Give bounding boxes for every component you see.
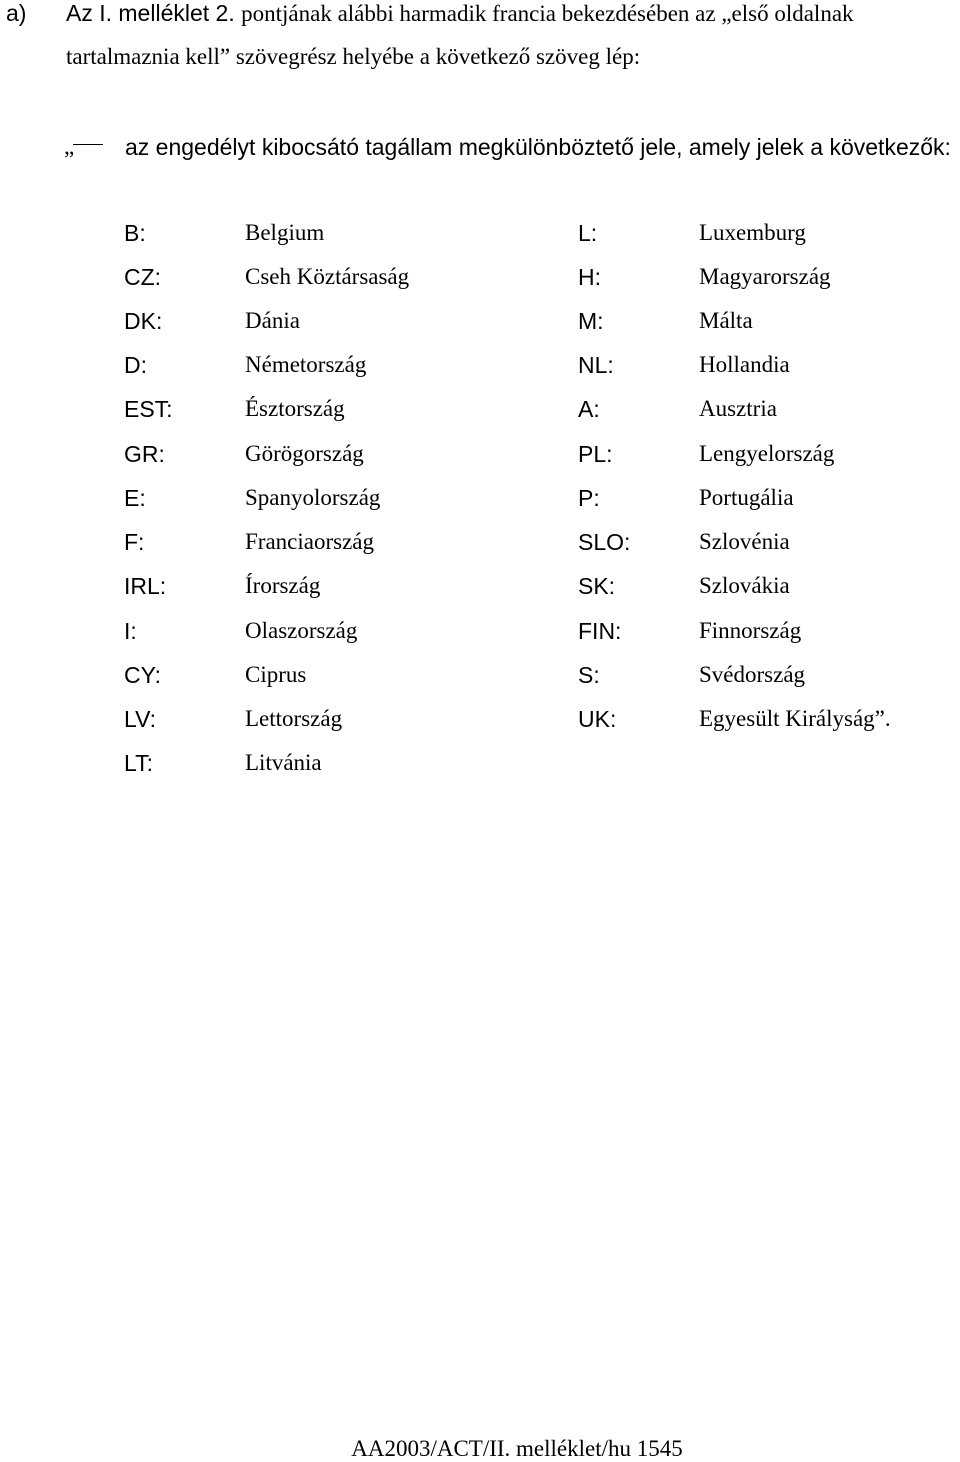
- intro-line-1-serif: pontjának alábbi harmadik francia bekezdésében az „első oldalnak: [241, 1, 854, 26]
- country-name: Cseh Köztársaság: [245, 264, 410, 289]
- country-name: Egyesült Királyság”.: [699, 706, 891, 731]
- country-name: Svédország: [699, 662, 806, 687]
- country-code: PL:: [578, 441, 613, 467]
- country-name: Luxemburg: [699, 220, 806, 245]
- table-row: [0, 308, 960, 338]
- country-name: Görögország: [245, 441, 364, 466]
- country-name: Olaszország: [245, 618, 358, 643]
- table-row: [0, 220, 960, 250]
- country-name: Spanyolország: [245, 485, 381, 510]
- country-code: S:: [578, 662, 600, 688]
- country-code: SK:: [578, 573, 616, 599]
- country-name: Írország: [245, 573, 321, 598]
- country-name: Ciprus: [245, 662, 307, 687]
- country-code: A:: [578, 396, 600, 422]
- country-name: Magyarország: [699, 264, 831, 289]
- intro-line-1-sans: Az I. melléklet 2.: [66, 0, 242, 26]
- country-code: DK:: [124, 308, 163, 334]
- table-row: [0, 441, 960, 471]
- country-code: SLO:: [578, 529, 631, 555]
- country-code: M:: [578, 308, 604, 334]
- country-code: NL:: [578, 352, 614, 378]
- em-dash-line: [73, 144, 103, 145]
- country-name: Franciaország: [245, 529, 374, 554]
- country-code: E:: [124, 485, 146, 511]
- country-name: Észtország: [245, 396, 345, 421]
- table-row: [0, 750, 960, 780]
- country-name: Ausztria: [699, 396, 777, 421]
- table-row: [0, 573, 960, 603]
- country-code: LT:: [124, 750, 153, 776]
- item-label: a): [6, 0, 27, 26]
- country-code: B:: [124, 220, 146, 246]
- intro-line-2: tartalmaznia kell” szövegrész helyébe a következő szöveg lép:: [66, 44, 641, 69]
- table-row: [0, 618, 960, 648]
- table-row: [0, 396, 960, 426]
- country-code: I:: [124, 618, 137, 644]
- country-name: Portugália: [699, 485, 794, 510]
- country-code: GR:: [124, 441, 165, 467]
- table-row: [0, 662, 960, 692]
- footer-reference: AA2003/ACT/II. melléklet/hu 1545: [351, 1436, 683, 1461]
- table-row: [0, 529, 960, 559]
- table-row: [0, 485, 960, 515]
- country-code: H:: [578, 264, 601, 290]
- country-name: Hollandia: [699, 352, 790, 377]
- quote-text: az engedélyt kibocsátó tagállam megkülönböztető jele, amely jelek a következők:: [125, 134, 951, 160]
- country-code: L:: [578, 220, 598, 246]
- country-name: Németország: [245, 352, 367, 377]
- country-code: IRL:: [124, 573, 167, 599]
- country-name: Lengyelország: [699, 441, 835, 466]
- country-code: CZ:: [124, 264, 162, 290]
- intro-line-1: [66, 0, 854, 27]
- country-name: Belgium: [245, 220, 325, 245]
- country-name: Dánia: [245, 308, 300, 333]
- quote-open-mark: „: [64, 134, 75, 159]
- country-code: EST:: [124, 396, 173, 422]
- table-row: [0, 352, 960, 382]
- country-code: CY:: [124, 662, 162, 688]
- country-code: F:: [124, 529, 145, 555]
- country-name: Málta: [699, 308, 753, 333]
- country-code: P:: [578, 485, 600, 511]
- table-row: [0, 706, 960, 736]
- country-code: D:: [124, 352, 147, 378]
- country-code: UK:: [578, 706, 617, 732]
- country-code: FIN:: [578, 618, 622, 644]
- country-name: Lettország: [245, 706, 343, 731]
- country-name: Litvánia: [245, 750, 322, 775]
- page-footer: [0, 1436, 960, 1462]
- country-name: Finnország: [699, 618, 802, 643]
- table-row: [0, 264, 960, 294]
- country-name: Szlovénia: [699, 529, 790, 554]
- country-code: LV:: [124, 706, 156, 732]
- country-name: Szlovákia: [699, 573, 790, 598]
